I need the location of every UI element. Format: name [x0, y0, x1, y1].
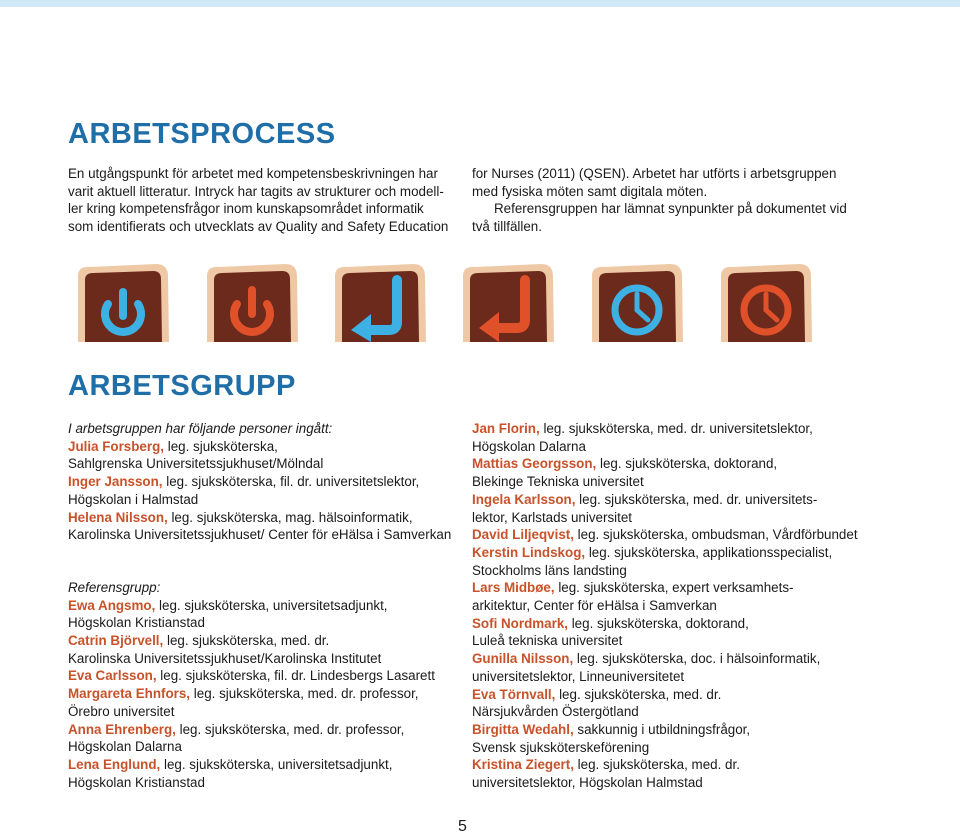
member-description: arkitektur, Center för eHälsa i Samverkan	[472, 598, 717, 614]
member-description: leg. sjuksköterska, med. dr.	[573, 757, 740, 773]
member-entry-line	[68, 614, 451, 632]
member-entry-line	[472, 703, 858, 721]
member-description: leg. sjuksköterska,	[164, 438, 278, 454]
text-line: Referensgruppen har lämnat synpunkter på dokumentet vid	[494, 201, 847, 217]
power-icon	[74, 262, 172, 342]
page-number: 5	[458, 818, 467, 835]
member-name: Jan Florin,	[472, 421, 540, 436]
member-entry-line	[472, 455, 858, 473]
text-line: En utgångspunkt för arbetet med kompetensbeskrivningen har	[68, 166, 438, 181]
member-name: Lars Midbøe,	[472, 580, 555, 596]
member-description: universitetslektor, Högskolan Halmstad	[472, 775, 703, 791]
member-entry-line	[472, 668, 858, 686]
member-name: Inger Jansson,	[68, 474, 163, 490]
member-name: Helena Nilsson,	[68, 509, 168, 525]
member-description: leg. sjuksköterska, fil. dr. Lindesbergs Lasarett	[156, 668, 435, 684]
member-entry-line	[472, 756, 858, 774]
text-line: varit aktuell litteratur. Intryck har tagits av strukturer och modell-	[68, 183, 444, 199]
spacer	[68, 544, 451, 579]
member-entry-line	[472, 420, 858, 438]
member-description: leg. sjuksköterska, med. dr.	[163, 633, 330, 649]
member-name: Birgitta Wedahl,	[472, 721, 574, 737]
member-description: Blekinge Tekniska universitet	[472, 474, 644, 490]
icon-row	[0, 262, 960, 342]
member-entry-line	[68, 667, 451, 685]
member-description: leg. sjuksköterska, doc. i hälsoinformatik,	[573, 651, 821, 667]
member-name: Catrin Björvell,	[68, 633, 164, 649]
member-name: Margareta Ehnfors,	[68, 686, 191, 702]
member-entry-line	[472, 597, 858, 615]
member-entry-line	[472, 509, 858, 527]
member-name: Kerstin Lindskog,	[472, 544, 586, 560]
member-entry-line	[472, 562, 858, 580]
text-line: som identifierats och utvecklats av Quality and Safety Education	[68, 218, 449, 234]
member-description: leg. sjuksköterska, med. dr. universitetslektor,	[539, 421, 813, 436]
member-entry-line	[472, 526, 858, 544]
member-entry-line	[472, 615, 858, 633]
member-entry-line	[68, 438, 451, 456]
heading-arbetsprocess: ARBETSPROCESS	[68, 118, 336, 150]
member-entry-line	[68, 491, 451, 509]
member-name: Julia Forsberg,	[68, 438, 164, 454]
member-description: lektor, Karlstads universitet	[472, 509, 633, 525]
text-line: ler kring kompetensfrågor inom kunskapsområdet informatik	[68, 201, 424, 217]
member-entry-line	[68, 473, 451, 491]
member-entry-line	[68, 597, 451, 615]
member-description: leg. sjuksköterska, med. dr. universitets-	[575, 491, 818, 507]
member-name: Anna Ehrenberg,	[68, 721, 176, 737]
member-description: Högskolan Kristianstad	[68, 774, 205, 790]
member-description: leg. sjuksköterska, doktorand,	[567, 615, 749, 631]
member-entry-line	[472, 579, 858, 597]
member-entry-line	[472, 473, 858, 491]
member-description: Högskolan i Halmstad	[68, 491, 199, 507]
member-name: Gunilla Nilsson,	[472, 651, 574, 667]
member-entry-line	[472, 438, 858, 456]
member-entry-line	[68, 774, 451, 792]
member-description: Högskolan Dalarna	[68, 739, 182, 755]
member-name: Kristina Ziegert,	[472, 757, 574, 773]
member-description: leg. sjuksköterska, universitetsadjunkt,	[155, 597, 388, 613]
member-entry-line	[68, 455, 451, 473]
member-entry-line	[472, 721, 858, 739]
members-right-column	[472, 420, 858, 792]
member-entry-line	[68, 650, 451, 668]
intro-left-paragraph	[68, 165, 453, 235]
members-left-column	[68, 420, 451, 791]
member-description: Högskolan Kristianstad	[68, 615, 205, 631]
member-entry-line	[472, 632, 858, 650]
section-subheading: Referensgrupp:	[68, 579, 161, 595]
return-arrow-icon	[459, 262, 557, 342]
member-entry-line	[68, 703, 451, 721]
section-subheading: I arbetsgruppen har följande personer ingått:	[68, 421, 333, 436]
member-entry-line	[472, 739, 858, 757]
member-name: Ingela Karlsson,	[472, 491, 576, 507]
clock-icon	[717, 262, 815, 342]
member-description: sakkunnig i utbildningsfrågor,	[573, 721, 751, 737]
member-name: David Liljeqvist,	[472, 527, 574, 543]
clock-icon	[588, 262, 686, 342]
member-name: Lena Englund,	[68, 756, 161, 772]
member-entry-line	[68, 738, 451, 756]
heading-arbetsgrupp: ARBETSGRUPP	[68, 370, 296, 402]
member-description: Närsjukvården Östergötland	[472, 704, 639, 720]
member-description: leg. sjuksköterska, med. dr. professor,	[175, 721, 405, 737]
member-entry-line	[472, 774, 858, 792]
member-description: Stockholms läns landsting	[472, 562, 627, 578]
member-entry-line	[68, 721, 451, 739]
member-description: leg. sjuksköterska, expert verksamhets-	[554, 580, 794, 596]
text-line: med fysiska möten samt digitala möten.	[472, 183, 708, 199]
member-entry-line	[472, 650, 858, 668]
member-entry-line	[68, 756, 451, 774]
member-name: Eva Törnvall,	[472, 686, 556, 702]
member-description: universitetslektor, Linneuniversitetet	[472, 668, 685, 684]
member-entry-line	[68, 526, 451, 544]
member-description: Sahlgrenska Universitetssjukhuset/Mölndal	[68, 456, 324, 472]
member-description: leg. sjuksköterska, med. dr.	[555, 686, 722, 702]
member-description: leg. sjuksköterska, doktorand,	[596, 456, 778, 472]
member-description: Luleå tekniska universitet	[472, 633, 623, 649]
member-entry-line	[68, 509, 451, 527]
member-name: Eva Carlsson,	[68, 668, 157, 684]
member-description: Örebro universitet	[68, 703, 175, 719]
member-description: leg. sjuksköterska, mag. hälsoinformatik,	[167, 509, 413, 525]
text-line: for Nurses (2011) (QSEN). Arbetet har utförts i arbetsgruppen	[472, 166, 837, 181]
member-name: Ewa Angsmo,	[68, 597, 156, 613]
member-description: leg. sjuksköterska, universitetsadjunkt,	[160, 756, 393, 772]
member-name: Mattias Georgsson,	[472, 456, 597, 472]
intro-right-paragraph	[472, 165, 852, 235]
member-entry-line	[68, 632, 451, 650]
text-line: två tillfällen.	[472, 218, 542, 234]
top-bar	[0, 0, 960, 7]
member-description: Karolinska Universitetssjukhuset/Karolinska Institutet	[68, 650, 382, 666]
member-entry-line	[472, 686, 858, 704]
member-entry-line	[472, 544, 858, 562]
member-description: Svensk sjuksköterskeförening	[472, 739, 650, 755]
power-icon	[203, 262, 301, 342]
member-description: leg. sjuksköterska, applikationsspecialist,	[585, 544, 833, 560]
member-description: leg. sjuksköterska, ombudsman, Vårdförbundet	[573, 527, 858, 543]
member-description: leg. sjuksköterska, fil. dr. universitetslektor,	[162, 474, 420, 490]
member-name: Sofi Nordmark,	[472, 615, 568, 631]
member-entry-line	[68, 685, 451, 703]
member-description: Högskolan Dalarna	[472, 438, 586, 454]
member-entry-line	[472, 491, 858, 509]
return-arrow-icon	[331, 262, 429, 342]
member-description: Karolinska Universitetssjukhuset/ Center för eHälsa i Samverkan	[68, 527, 452, 543]
member-description: leg. sjuksköterska, med. dr. professor,	[190, 686, 419, 702]
